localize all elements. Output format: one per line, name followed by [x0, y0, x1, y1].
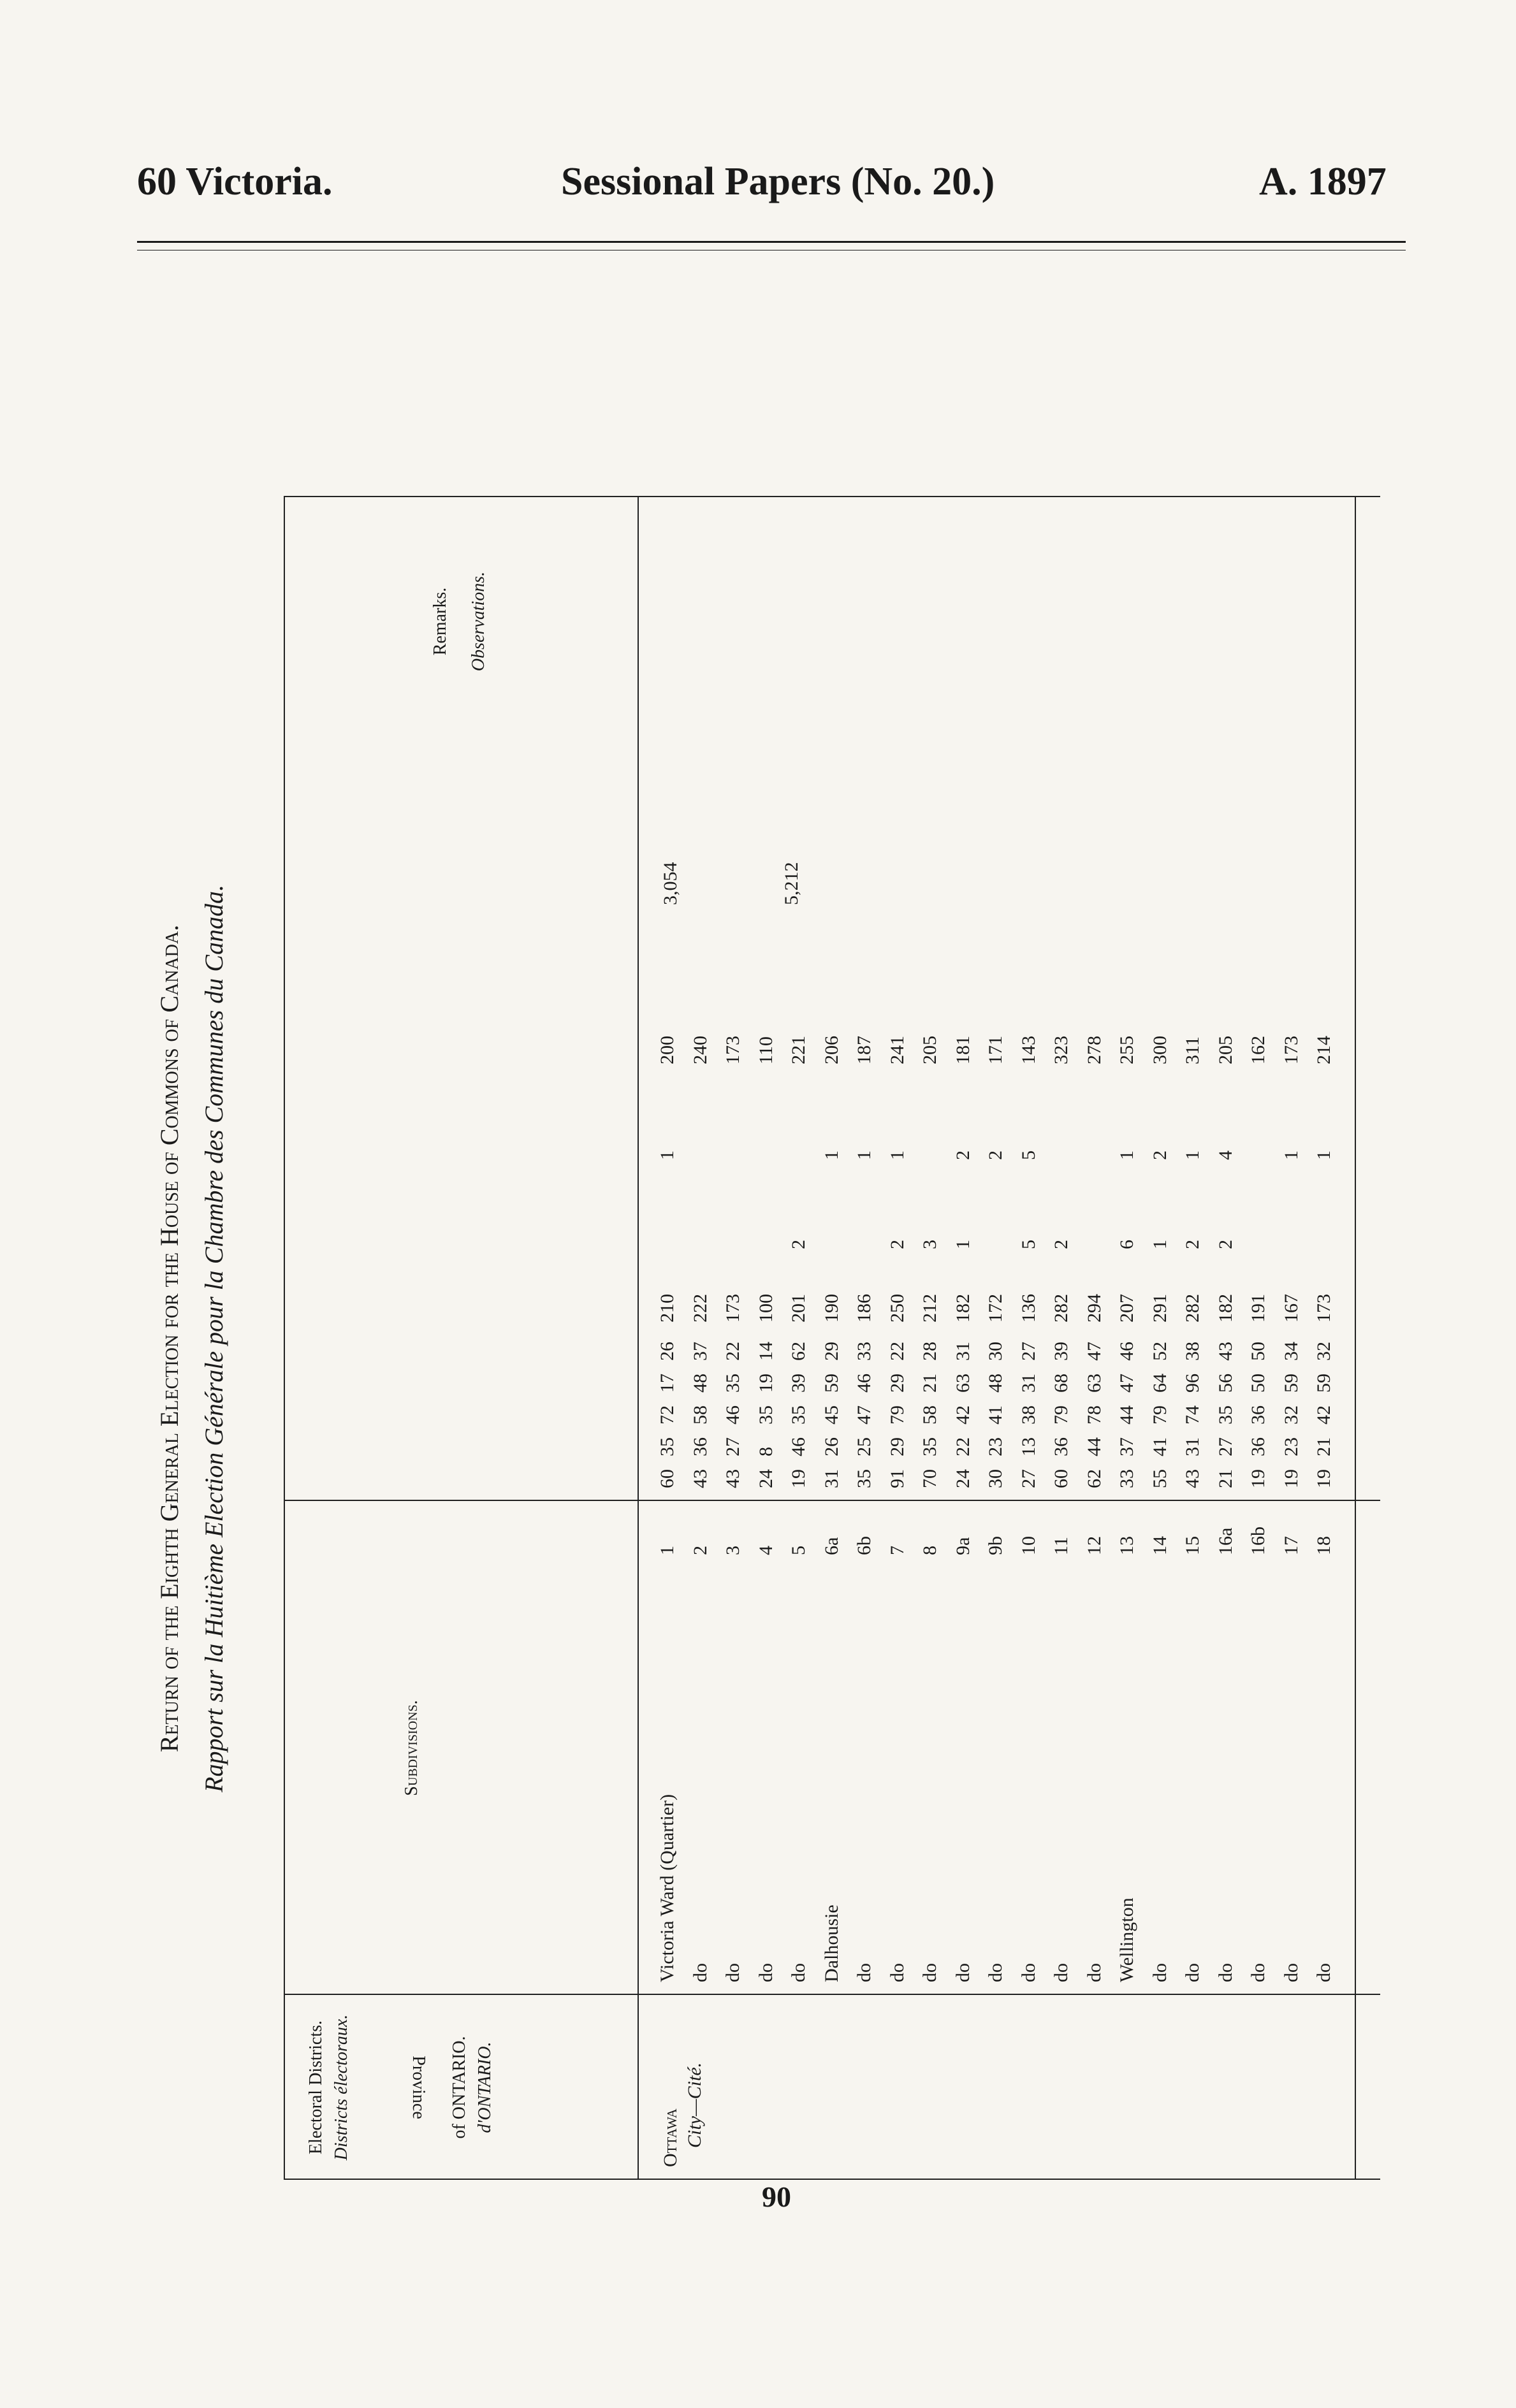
cell-c2: 8 [755, 1447, 776, 1456]
cell-c5: 30 [985, 1342, 1006, 1361]
cell-no: 8 [919, 1546, 940, 1555]
cell-total: 212 [919, 1294, 940, 1323]
cell-c4: 48 [689, 1374, 711, 1393]
col-province: Province [409, 2056, 428, 2119]
cell-c4: 35 [722, 1374, 743, 1393]
cell-rej: 2 [1051, 1240, 1072, 1249]
cell-no: 1 [657, 1546, 678, 1555]
cell-c3: 41 [985, 1405, 1006, 1425]
cell-c3: 79 [1149, 1405, 1170, 1425]
cell-c4: 59 [1280, 1374, 1302, 1393]
cell-c4: 64 [1149, 1374, 1170, 1393]
cell-c1: 91 [886, 1469, 908, 1488]
cell-no: 7 [886, 1546, 908, 1555]
cell-no: 11 [1051, 1537, 1072, 1555]
cell-total: 190 [820, 1294, 842, 1323]
cell-voters: 206 [820, 1036, 842, 1064]
cell-c5: 14 [755, 1342, 776, 1361]
cell-c1: 55 [1149, 1469, 1170, 1488]
cell-c2: 27 [722, 1437, 743, 1456]
cell-c4: 63 [1083, 1374, 1105, 1393]
cell-c2: 35 [919, 1437, 940, 1456]
cell-c1: 60 [1051, 1469, 1072, 1488]
cell-voters: 200 [657, 1036, 678, 1064]
page-number: 90 [762, 2180, 791, 2213]
cell-rej: 3 [919, 1240, 940, 1249]
cell-no: 10 [1017, 1536, 1039, 1555]
cell-c4: 48 [985, 1374, 1006, 1393]
page-header [0, 159, 1516, 217]
cell-c4: 21 [919, 1374, 940, 1393]
col-electoral-districts-fr: Districts électoraux. [332, 2014, 351, 2161]
cell-c3: 35 [755, 1405, 776, 1425]
cell-total: 282 [1182, 1294, 1203, 1323]
cell-c2: 26 [820, 1437, 842, 1456]
population-dalhousie: 5,212 [781, 862, 802, 905]
cell-c3: 42 [952, 1405, 973, 1425]
cell-c3: 32 [1280, 1405, 1302, 1425]
cell-no: 6a [820, 1537, 842, 1555]
cell-no: 14 [1149, 1536, 1170, 1555]
cell-ward: do [1182, 1963, 1203, 1982]
district-sub: City—Cité. [684, 2062, 705, 2148]
cell-total: 136 [1017, 1294, 1039, 1323]
cell-ward: do [1313, 1963, 1334, 1982]
cell-voters: 205 [919, 1036, 940, 1064]
cell-total: 173 [722, 1294, 743, 1323]
cell-total: 182 [1214, 1294, 1236, 1323]
cell-c5: 22 [722, 1342, 743, 1361]
cell-voters: 240 [689, 1036, 711, 1064]
cell-rej: 5 [1017, 1240, 1039, 1249]
cell-c3: 74 [1182, 1405, 1203, 1425]
cell-c1: 43 [689, 1469, 711, 1488]
cell-c5: 52 [1149, 1342, 1170, 1361]
cell-total: 167 [1280, 1294, 1302, 1323]
cell-ward: do [854, 1963, 875, 1982]
cell-total: 191 [1248, 1294, 1269, 1323]
cell-no: 15 [1182, 1536, 1203, 1555]
cell-c5: 33 [854, 1342, 875, 1361]
cell-total: 201 [788, 1294, 809, 1323]
cell-spo: 2 [985, 1150, 1006, 1160]
cell-spo: 4 [1214, 1150, 1236, 1160]
cell-c3: 58 [919, 1405, 940, 1425]
cell-c1: 24 [755, 1469, 776, 1488]
cell-c4: 17 [657, 1374, 678, 1393]
cell-rej: 2 [886, 1240, 908, 1249]
cell-no: 5 [788, 1546, 809, 1555]
cell-c2: 25 [854, 1437, 875, 1456]
cell-c5: 29 [820, 1342, 842, 1361]
cell-rej: 2 [1182, 1240, 1203, 1249]
cell-c1: 19 [788, 1469, 809, 1488]
cell-c4: 19 [755, 1374, 776, 1393]
cell-voters: 241 [886, 1036, 908, 1064]
cell-c2: 36 [689, 1437, 711, 1456]
cell-c1: 30 [985, 1469, 1006, 1488]
cell-c3: 38 [1017, 1405, 1039, 1425]
cell-c3: 78 [1083, 1405, 1105, 1425]
col-subdivisions: Subdivisions. [402, 1700, 421, 1796]
cell-ward: Dalhousie [820, 1904, 842, 1982]
cell-c4: 29 [886, 1374, 908, 1393]
cell-c1: 31 [820, 1469, 842, 1488]
cell-c2: 22 [952, 1437, 973, 1456]
cell-c4: 47 [1116, 1374, 1137, 1393]
cell-spo: 1 [1116, 1150, 1137, 1160]
cell-total: 294 [1083, 1294, 1105, 1323]
cell-c1: 70 [919, 1469, 940, 1488]
title-french: Rapport sur la Huitième Election Générale pour la Chambre des Communes du Canada. [200, 885, 228, 1792]
cell-c5: 28 [919, 1342, 940, 1361]
cell-c1: 33 [1116, 1469, 1137, 1488]
cell-c5: 31 [952, 1342, 973, 1361]
cell-ward: do [1214, 1963, 1236, 1982]
cell-c3: 35 [1214, 1405, 1236, 1425]
header-rule [137, 241, 1406, 243]
cell-c5: 46 [1116, 1342, 1137, 1361]
cell-spo: 1 [1280, 1150, 1302, 1160]
cell-c5: 62 [788, 1342, 809, 1361]
cell-c1: 19 [1313, 1469, 1334, 1488]
cell-ward: do [1149, 1963, 1170, 1982]
cell-no: 12 [1083, 1536, 1105, 1555]
cell-c2: 31 [1182, 1437, 1203, 1456]
cell-ward: do [689, 1963, 711, 1982]
cell-no: 13 [1116, 1536, 1137, 1555]
cell-c5: 27 [1017, 1342, 1039, 1361]
cell-c4: 31 [1017, 1374, 1039, 1393]
col-d-ontario: d'ONTARIO. [475, 2042, 495, 2133]
cell-c2: 46 [788, 1437, 809, 1456]
cell-ward: do [919, 1963, 940, 1982]
cell-c4: 63 [952, 1374, 973, 1393]
cell-rej: 1 [952, 1240, 973, 1249]
cell-c3: 46 [722, 1405, 743, 1425]
cell-spo: 1 [1313, 1150, 1334, 1160]
cell-c1: 24 [952, 1469, 973, 1488]
cell-c3: 44 [1116, 1405, 1137, 1425]
cell-c3: 47 [854, 1405, 875, 1425]
cell-c5: 34 [1280, 1342, 1302, 1361]
cell-spo: 2 [1149, 1150, 1170, 1160]
cell-spo: 1 [657, 1150, 678, 1160]
cell-ward: do [1051, 1963, 1072, 1982]
cell-c2: 37 [1116, 1437, 1137, 1456]
cell-voters: 143 [1017, 1036, 1039, 1064]
cell-voters: 278 [1083, 1036, 1105, 1064]
population-victoria: 3,054 [660, 862, 681, 905]
cell-ward: do [1248, 1963, 1269, 1982]
cell-c5: 37 [689, 1342, 711, 1361]
cell-c1: 35 [854, 1469, 875, 1488]
cell-voters: 205 [1214, 1036, 1236, 1064]
cell-spo: 1 [886, 1150, 908, 1160]
cell-c4: 56 [1214, 1374, 1236, 1393]
col-remarks: Remarks. [430, 587, 450, 656]
cell-no: 16a [1214, 1527, 1236, 1555]
cell-c2: 29 [886, 1437, 908, 1456]
cell-c5: 39 [1051, 1342, 1072, 1361]
cell-c1: 19 [1280, 1469, 1302, 1488]
cell-c5: 47 [1083, 1342, 1105, 1361]
cell-spo: 2 [952, 1150, 973, 1160]
cell-ward: do [952, 1963, 973, 1982]
cell-voters: 173 [1280, 1036, 1302, 1064]
cell-c2: 21 [1313, 1437, 1334, 1456]
cell-ward: do [1017, 1963, 1039, 1982]
cell-total: 182 [952, 1294, 973, 1323]
cell-c3: 35 [788, 1405, 809, 1425]
cell-no: 3 [722, 1546, 743, 1555]
cell-rej: 6 [1116, 1240, 1137, 1249]
cell-spo: 5 [1017, 1150, 1039, 1160]
col-of-ontario: of ONTARIO. [449, 2036, 469, 2139]
cell-total: 210 [657, 1294, 678, 1323]
cell-total: 250 [886, 1294, 908, 1323]
cell-c2: 23 [985, 1437, 1006, 1456]
header-year: A. 1897 [1259, 160, 1387, 203]
district-name: Ottawa [660, 2108, 681, 2167]
cell-c2: 36 [1051, 1437, 1072, 1456]
rotated-table-sheet [155, 497, 1380, 2180]
cell-voters: 300 [1149, 1036, 1170, 1064]
title-english: Return of the Eighth General Election for the House of Commons of Canada. [155, 924, 184, 1753]
cell-c2: 23 [1280, 1437, 1302, 1456]
cell-rej: 2 [1214, 1240, 1236, 1249]
cell-c3: 36 [1248, 1405, 1269, 1425]
cell-total: 207 [1116, 1294, 1137, 1323]
cell-ward: Victoria Ward (Quartier) [657, 1794, 678, 1982]
cell-c4: 50 [1248, 1374, 1269, 1393]
cell-c4: 39 [788, 1374, 809, 1393]
cell-c3: 79 [1051, 1405, 1072, 1425]
cell-c3: 79 [886, 1405, 908, 1425]
cell-total: 100 [755, 1294, 776, 1323]
cell-voters: 221 [788, 1036, 809, 1064]
cell-c3: 45 [820, 1405, 842, 1425]
cell-ward: do [1083, 1963, 1105, 1982]
cell-voters: 187 [854, 1036, 875, 1064]
cell-voters: 255 [1116, 1036, 1137, 1064]
cell-no: 6b [854, 1536, 875, 1555]
cell-c2: 13 [1017, 1437, 1039, 1456]
cell-no: 4 [755, 1546, 776, 1555]
cell-c1: 43 [722, 1469, 743, 1488]
cell-c5: 50 [1248, 1342, 1269, 1361]
cell-c2: 27 [1214, 1437, 1236, 1456]
cell-c1: 60 [657, 1469, 678, 1488]
cell-c4: 96 [1182, 1374, 1203, 1393]
cell-voters: 171 [985, 1036, 1006, 1064]
cell-voters: 181 [952, 1036, 973, 1064]
cell-c1: 27 [1017, 1469, 1039, 1488]
cell-ward: do [722, 1963, 743, 1982]
cell-no: 9a [952, 1537, 973, 1555]
cell-voters: 311 [1182, 1036, 1203, 1064]
cell-c3: 58 [689, 1405, 711, 1425]
header-title: Sessional Papers (No. 20.) [561, 160, 995, 203]
cell-rej: 2 [788, 1240, 809, 1249]
cell-no: 18 [1313, 1536, 1334, 1555]
cell-c5: 43 [1214, 1342, 1236, 1361]
cell-ward: do [886, 1963, 908, 1982]
cell-ward: do [755, 1963, 776, 1982]
cell-voters: 162 [1248, 1036, 1269, 1064]
cell-c1: 21 [1214, 1469, 1236, 1488]
cell-ward: do [985, 1963, 1006, 1982]
cell-spo: 1 [854, 1150, 875, 1160]
cell-c4: 59 [820, 1374, 842, 1393]
cell-c5: 22 [886, 1342, 908, 1361]
cell-c1: 43 [1182, 1469, 1203, 1488]
cell-c3: 72 [657, 1405, 678, 1425]
cell-spo: 1 [820, 1150, 842, 1160]
col-electoral-districts: Electoral Districts. [306, 2020, 326, 2154]
cell-c2: 36 [1248, 1437, 1269, 1456]
cell-total: 173 [1313, 1294, 1334, 1323]
cell-ward: Wellington [1116, 1897, 1137, 1982]
cell-c5: 32 [1313, 1342, 1334, 1361]
cell-total: 282 [1051, 1294, 1072, 1323]
cell-no: 9b [985, 1536, 1006, 1555]
cell-voters: 110 [755, 1036, 776, 1064]
cell-c4: 59 [1313, 1374, 1334, 1393]
cell-c3: 42 [1313, 1405, 1334, 1425]
cell-voters: 173 [722, 1036, 743, 1064]
cell-c4: 46 [854, 1374, 875, 1393]
cell-c1: 19 [1248, 1469, 1269, 1488]
cell-ward: do [788, 1963, 809, 1982]
cell-total: 186 [854, 1294, 875, 1323]
cell-voters: 323 [1051, 1036, 1072, 1064]
col-remarks-fr: Observations. [469, 571, 488, 672]
cell-c5: 26 [657, 1342, 678, 1361]
cell-no: 17 [1280, 1536, 1302, 1555]
cell-c5: 38 [1182, 1342, 1203, 1361]
cell-no: 2 [689, 1546, 711, 1555]
cell-no: 16b [1248, 1527, 1269, 1555]
header-session: 60 Victoria. [137, 160, 333, 203]
cell-c1: 62 [1083, 1469, 1105, 1488]
cell-c2: 35 [657, 1437, 678, 1456]
cell-total: 291 [1149, 1294, 1170, 1323]
cell-ward: do [1280, 1963, 1302, 1982]
cell-total: 222 [689, 1294, 711, 1323]
cell-c2: 44 [1083, 1437, 1105, 1456]
cell-voters: 214 [1313, 1036, 1334, 1064]
cell-spo: 1 [1182, 1150, 1203, 1160]
cell-c2: 41 [1149, 1437, 1170, 1456]
cell-c4: 68 [1051, 1374, 1072, 1393]
cell-total: 172 [985, 1294, 1006, 1323]
cell-rej: 1 [1149, 1240, 1170, 1249]
